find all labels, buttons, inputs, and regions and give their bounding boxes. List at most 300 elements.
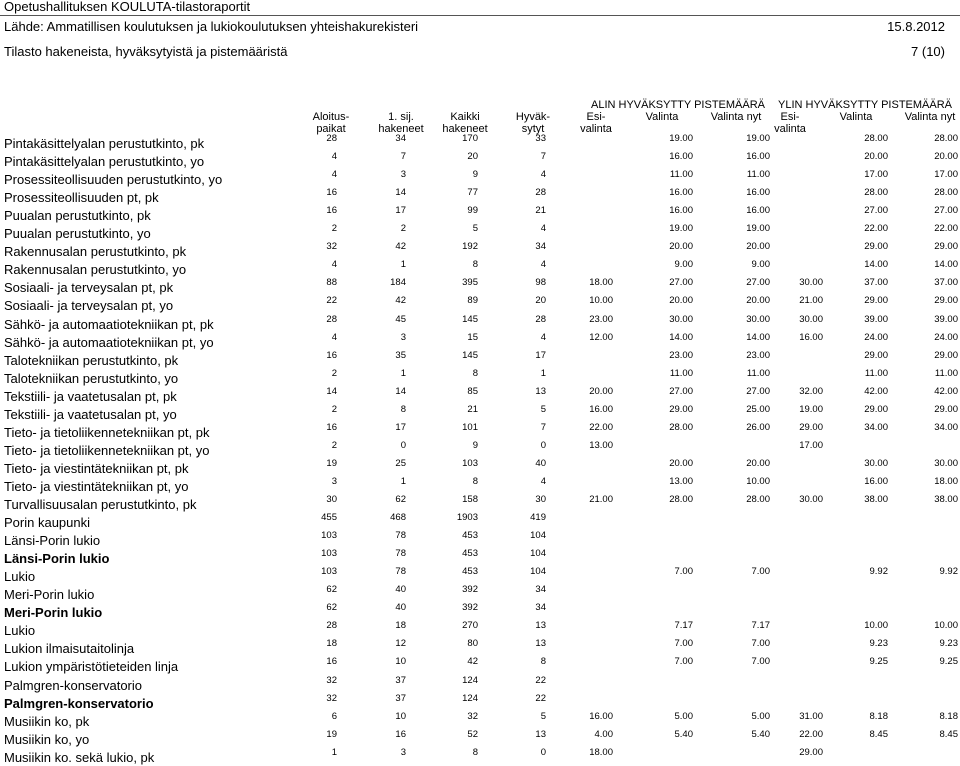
table-cell: 19.00 xyxy=(799,403,823,415)
table-row xyxy=(0,223,960,241)
column-header xyxy=(561,111,631,135)
table-row xyxy=(0,729,960,747)
row-label: Sosiaali- ja terveysalan pt, pk xyxy=(4,280,174,296)
column-header-line1: Valinta nyt xyxy=(904,111,956,123)
header-divider xyxy=(0,15,960,16)
table-cell: 89 xyxy=(467,295,478,307)
table-cell: 103 xyxy=(321,566,337,578)
table-cell: 13 xyxy=(535,638,546,650)
table-cell: 8.18 xyxy=(939,710,958,722)
table-cell: 39.00 xyxy=(864,313,888,325)
table-row xyxy=(0,602,960,620)
table-cell: 0 xyxy=(540,746,546,758)
column-header xyxy=(895,111,960,123)
table-cell: 16.00 xyxy=(589,710,613,722)
table-cell: 104 xyxy=(530,530,546,542)
table-cell: 30.00 xyxy=(934,457,958,469)
table-cell: 39.00 xyxy=(934,313,958,325)
row-label: Rakennusalan perustutkinto, pk xyxy=(4,244,187,260)
table-cell: 20.00 xyxy=(746,241,770,253)
table-cell: 78 xyxy=(395,548,406,560)
table-cell: 37 xyxy=(395,692,406,704)
table-cell: 13 xyxy=(535,728,546,740)
table-cell: 21.00 xyxy=(799,295,823,307)
table-cell: 19.00 xyxy=(746,223,770,235)
table-cell: 18.00 xyxy=(934,475,958,487)
table-cell: 9.23 xyxy=(869,638,888,650)
row-label: Musiikin ko, yo xyxy=(4,731,90,747)
table-cell: 30.00 xyxy=(864,457,888,469)
table-cell: 85 xyxy=(467,385,478,397)
table-cell: 14 xyxy=(395,385,406,397)
table-cell: 124 xyxy=(462,692,478,704)
table-cell: 28 xyxy=(535,313,546,325)
table-cell: 170 xyxy=(462,133,478,144)
table-cell: 18.00 xyxy=(589,746,613,758)
table-cell: 19 xyxy=(326,457,337,469)
table-row xyxy=(0,548,960,566)
report-date: 15.8.2012 xyxy=(887,19,945,34)
table-cell: 62 xyxy=(395,494,406,505)
table-cell: 453 xyxy=(462,566,478,578)
table-cell: 6 xyxy=(331,710,337,722)
column-header-line1: Valinta xyxy=(839,111,873,123)
table-cell: 5.00 xyxy=(674,710,693,722)
table-cell: 37.00 xyxy=(934,277,958,289)
table-cell: 29.00 xyxy=(934,295,958,307)
column-header-line2: valinta xyxy=(774,123,806,135)
table-cell: 16.00 xyxy=(864,475,888,487)
table-cell: 34.00 xyxy=(934,421,958,433)
table-cell: 14.00 xyxy=(934,259,958,271)
table-cell: 28.00 xyxy=(864,133,888,144)
table-cell: 23.00 xyxy=(669,349,693,361)
table-cell: 34 xyxy=(535,241,546,253)
table-cell: 16.00 xyxy=(746,205,770,217)
table-cell: 8.45 xyxy=(869,728,888,740)
table-cell: 27.00 xyxy=(746,277,770,289)
table-cell: 17 xyxy=(395,205,406,217)
table-cell: 419 xyxy=(530,512,546,524)
table-cell: 2 xyxy=(400,223,406,235)
table-cell: 1903 xyxy=(456,512,478,524)
table-cell: 4 xyxy=(540,259,546,271)
column-header xyxy=(821,111,891,123)
table-cell: 32 xyxy=(326,241,337,253)
table-cell: 30.00 xyxy=(799,277,823,289)
table-cell: 101 xyxy=(462,421,478,433)
table-cell: 18 xyxy=(326,638,337,650)
column-header-line1: Valinta nyt xyxy=(710,111,762,123)
table-cell: 11.00 xyxy=(864,367,888,379)
table-cell: 29.00 xyxy=(934,403,958,415)
table-cell: 184 xyxy=(390,277,406,289)
table-cell: 19 xyxy=(326,728,337,740)
table-cell: 8.18 xyxy=(869,710,888,722)
table-cell: 12 xyxy=(395,638,406,650)
row-label: Lukion ympäristötieteiden linja xyxy=(4,659,179,675)
table-cell: 9.00 xyxy=(751,259,770,271)
table-cell: 19.00 xyxy=(746,133,770,144)
table-cell: 29.00 xyxy=(864,403,888,415)
table-cell: 4 xyxy=(540,169,546,181)
row-label: Pintakäsittelyalan perustutkinto, pk xyxy=(4,136,205,151)
table-cell: 7 xyxy=(540,151,546,163)
table-cell: 28 xyxy=(326,313,337,325)
table-cell: 25.00 xyxy=(746,403,770,415)
table-cell: 16.00 xyxy=(799,331,823,343)
table-cell: 16.00 xyxy=(746,151,770,163)
row-label: Puualan perustutkinto, pk xyxy=(4,208,151,224)
table-row xyxy=(0,151,960,169)
table-cell: 38.00 xyxy=(864,494,888,505)
table-cell: 192 xyxy=(462,241,478,253)
table-cell: 30 xyxy=(535,494,546,505)
table-cell: 18.00 xyxy=(589,277,613,289)
group-header-ylin: YLIN HYVÄKSYTTY PISTEMÄÄRÄ xyxy=(777,99,952,111)
table-cell: 9.92 xyxy=(869,566,888,578)
column-header-line1: Aloitus- xyxy=(312,111,350,123)
table-cell: 17.00 xyxy=(864,169,888,181)
table-cell: 30.00 xyxy=(746,313,770,325)
column-header-line2: sytyt xyxy=(521,123,545,135)
table-cell: 77 xyxy=(467,187,478,199)
table-cell: 9.23 xyxy=(939,638,958,650)
table-cell: 103 xyxy=(321,530,337,542)
table-cell: 32 xyxy=(467,710,478,722)
table-cell: 13 xyxy=(535,385,546,397)
table-cell: 38.00 xyxy=(934,494,958,505)
row-label: Pintakäsittelyalan perustutkinto, yo xyxy=(4,154,205,170)
table-cell: 1 xyxy=(331,746,337,758)
table-cell: 10 xyxy=(395,710,406,722)
table-cell: 29.00 xyxy=(864,295,888,307)
table-cell: 19.00 xyxy=(669,223,693,235)
table-cell: 20.00 xyxy=(589,385,613,397)
table-cell: 9.92 xyxy=(939,566,958,578)
table-row xyxy=(0,205,960,223)
table-cell: 8 xyxy=(472,367,478,379)
table-cell: 34 xyxy=(395,133,406,144)
table-cell: 16.00 xyxy=(669,151,693,163)
table-cell: 21.00 xyxy=(589,494,613,505)
column-header xyxy=(627,111,697,123)
table-cell: 3 xyxy=(400,331,406,343)
table-cell: 23.00 xyxy=(589,313,613,325)
row-label: Lukio xyxy=(4,569,36,585)
column-header xyxy=(296,111,366,135)
table-row xyxy=(0,747,960,765)
column-header xyxy=(498,111,568,135)
table-cell: 28.00 xyxy=(934,187,958,199)
table-cell: 103 xyxy=(321,548,337,560)
table-cell: 145 xyxy=(462,313,478,325)
table-cell: 78 xyxy=(395,530,406,542)
table-cell: 42.00 xyxy=(864,385,888,397)
table-cell: 31.00 xyxy=(799,710,823,722)
table-cell: 8 xyxy=(472,746,478,758)
row-label: Lukion ilmaisutaitolinja xyxy=(4,641,135,657)
table-cell: 20.00 xyxy=(669,457,693,469)
table-cell: 22 xyxy=(535,674,546,686)
table-cell: 42 xyxy=(395,241,406,253)
row-label: Tieto- ja viestintätekniikan pt, pk xyxy=(4,460,189,476)
table-cell: 7.00 xyxy=(674,638,693,650)
table-cell: 62 xyxy=(326,602,337,614)
row-label: Länsi-Porin lukio xyxy=(4,533,101,549)
table-cell: 24.00 xyxy=(934,331,958,343)
table-cell: 4 xyxy=(540,331,546,343)
table-cell: 62 xyxy=(326,584,337,596)
row-label: Prosessiteollisuuden pt, pk xyxy=(4,190,159,206)
table-cell: 9.00 xyxy=(674,259,693,271)
row-label: Palmgren-konservatorio xyxy=(4,677,143,693)
row-label: Musiikin ko. sekä lukio, pk xyxy=(4,749,155,765)
column-header-line1: Esi- xyxy=(780,111,800,123)
table-cell: 29.00 xyxy=(864,349,888,361)
table-cell: 7.17 xyxy=(674,620,693,632)
table-cell: 26.00 xyxy=(746,421,770,433)
table-cell: 11.00 xyxy=(746,367,770,379)
table-cell: 40 xyxy=(395,584,406,596)
table-cell: 12.00 xyxy=(589,331,613,343)
row-label: Porin kaupunki xyxy=(4,515,90,531)
table-cell: 24.00 xyxy=(864,331,888,343)
row-label: Tekstiili- ja vaatetusalan pt, yo xyxy=(4,406,177,422)
table-cell: 9.25 xyxy=(939,656,958,668)
table-cell: 40 xyxy=(535,457,546,469)
table-cell: 4 xyxy=(331,331,337,343)
table-cell: 5 xyxy=(540,710,546,722)
column-header-line1: Valinta xyxy=(645,111,679,123)
table-row xyxy=(0,169,960,187)
table-cell: 28.00 xyxy=(864,187,888,199)
table-cell: 27.00 xyxy=(864,205,888,217)
table-cell: 10.00 xyxy=(589,295,613,307)
table-cell: 8 xyxy=(400,403,406,415)
table-cell: 5.40 xyxy=(674,728,693,740)
table-cell: 30.00 xyxy=(799,313,823,325)
table-cell: 27.00 xyxy=(934,205,958,217)
table-cell: 20.00 xyxy=(864,151,888,163)
table-cell: 7.00 xyxy=(751,638,770,650)
table-cell: 16.00 xyxy=(669,205,693,217)
table-cell: 17.00 xyxy=(934,169,958,181)
table-cell: 27.00 xyxy=(746,385,770,397)
table-cell: 11.00 xyxy=(669,169,693,181)
table-cell: 17 xyxy=(395,421,406,433)
table-cell: 455 xyxy=(321,512,337,524)
table-cell: 33 xyxy=(535,133,546,144)
table-row xyxy=(0,620,960,638)
table-cell: 16.00 xyxy=(589,403,613,415)
table-cell: 9.25 xyxy=(869,656,888,668)
row-label: Lukio xyxy=(4,623,36,639)
table-cell: 29.00 xyxy=(934,241,958,253)
table-cell: 395 xyxy=(462,277,478,289)
table-cell: 28 xyxy=(535,187,546,199)
table-cell: 1 xyxy=(400,475,406,487)
table-cell: 103 xyxy=(462,457,478,469)
table-cell: 2 xyxy=(331,403,337,415)
table-row xyxy=(0,422,960,440)
table-cell: 37.00 xyxy=(864,277,888,289)
table-cell: 4 xyxy=(540,475,546,487)
table-row xyxy=(0,277,960,295)
table-row xyxy=(0,656,960,674)
page-number: 7 (10) xyxy=(911,44,945,59)
table-cell: 5.40 xyxy=(751,728,770,740)
row-label: Meri-Porin lukio xyxy=(4,605,103,621)
table-cell: 20.00 xyxy=(746,295,770,307)
table-cell: 42.00 xyxy=(934,385,958,397)
table-cell: 45 xyxy=(395,313,406,325)
table-cell: 35 xyxy=(395,349,406,361)
table-cell: 3 xyxy=(400,169,406,181)
row-label: Talotekniikan perustutkinto, pk xyxy=(4,352,179,368)
table-cell: 9 xyxy=(472,439,478,451)
row-label: Sosiaali- ja terveysalan pt, yo xyxy=(4,298,174,314)
table-cell: 99 xyxy=(467,205,478,217)
table-cell: 37 xyxy=(395,674,406,686)
column-header-line1: Hyväk- xyxy=(515,111,551,123)
table-cell: 7.00 xyxy=(674,566,693,578)
table-cell: 14.00 xyxy=(864,259,888,271)
table-cell: 11.00 xyxy=(669,367,693,379)
table-cell: 5 xyxy=(540,403,546,415)
table-cell: 80 xyxy=(467,638,478,650)
table-cell: 34.00 xyxy=(864,421,888,433)
table-cell: 18 xyxy=(395,620,406,632)
table-cell: 20.00 xyxy=(669,295,693,307)
table-cell: 7 xyxy=(540,421,546,433)
row-label: Meri-Porin lukio xyxy=(4,587,95,603)
table-cell: 1 xyxy=(400,259,406,271)
table-cell: 4 xyxy=(540,223,546,235)
table-cell: 27.00 xyxy=(669,385,693,397)
row-label: Turvallisuusalan perustutkinto, pk xyxy=(4,497,197,512)
table-cell: 13 xyxy=(535,620,546,632)
table-cell: 19.00 xyxy=(669,133,693,144)
table-cell: 30.00 xyxy=(799,494,823,505)
report-title: Tilasto hakeneista, hyväksytyistä ja pistemääristä xyxy=(4,44,288,59)
table-row xyxy=(0,295,960,313)
table-cell: 4.00 xyxy=(594,728,613,740)
table-cell: 17.00 xyxy=(799,439,823,451)
table-cell: 22 xyxy=(535,692,546,704)
table-cell: 0 xyxy=(540,439,546,451)
column-header xyxy=(366,111,436,135)
column-header-line1: Esi- xyxy=(586,111,606,123)
table-row xyxy=(0,187,960,205)
table-cell: 8 xyxy=(472,475,478,487)
table-cell: 32 xyxy=(326,692,337,704)
table-cell: 7 xyxy=(400,151,406,163)
table-cell: 28.00 xyxy=(669,421,693,433)
column-header-line2: valinta xyxy=(580,123,612,135)
table-cell: 16 xyxy=(326,421,337,433)
table-cell: 28.00 xyxy=(746,494,770,505)
table-cell: 10.00 xyxy=(864,620,888,632)
table-cell: 3 xyxy=(331,475,337,487)
row-label: Tieto- ja viestintätekniikan pt, yo xyxy=(4,478,189,494)
table-cell: 28 xyxy=(326,620,337,632)
table-cell: 27.00 xyxy=(669,277,693,289)
table-row xyxy=(0,314,960,332)
table-row xyxy=(0,675,960,693)
table-row xyxy=(0,368,960,386)
table-cell: 22.00 xyxy=(864,223,888,235)
table-cell: 9 xyxy=(472,169,478,181)
table-cell: 17 xyxy=(535,349,546,361)
table-row xyxy=(0,693,960,711)
table-row xyxy=(0,584,960,602)
table-row xyxy=(0,404,960,422)
table-cell: 34 xyxy=(535,602,546,614)
column-header xyxy=(755,111,825,135)
table-cell: 29.00 xyxy=(864,241,888,253)
table-cell: 32 xyxy=(326,674,337,686)
table-cell: 453 xyxy=(462,548,478,560)
table-cell: 29.00 xyxy=(934,349,958,361)
table-row xyxy=(0,133,960,151)
table-cell: 7.00 xyxy=(751,566,770,578)
table-cell: 15 xyxy=(467,331,478,343)
table-cell: 22.00 xyxy=(799,728,823,740)
table-cell: 0 xyxy=(400,439,406,451)
table-cell: 22.00 xyxy=(934,223,958,235)
table-row xyxy=(0,332,960,350)
group-header-alin: ALIN HYVÄKSYTTY PISTEMÄÄRÄ xyxy=(590,99,765,111)
table-cell: 16 xyxy=(326,187,337,199)
table-cell: 104 xyxy=(530,548,546,560)
table-cell: 4 xyxy=(331,169,337,181)
table-cell: 392 xyxy=(462,602,478,614)
table-cell: 14 xyxy=(326,385,337,397)
table-cell: 20.00 xyxy=(746,457,770,469)
table-cell: 20 xyxy=(467,151,478,163)
table-cell: 145 xyxy=(462,349,478,361)
table-cell: 25 xyxy=(395,457,406,469)
table-row xyxy=(0,458,960,476)
table-cell: 16 xyxy=(326,656,337,668)
table-cell: 20 xyxy=(535,295,546,307)
table-cell: 29.00 xyxy=(799,421,823,433)
table-cell: 158 xyxy=(462,494,478,505)
table-cell: 10.00 xyxy=(934,620,958,632)
table-cell: 16 xyxy=(395,728,406,740)
table-cell: 23.00 xyxy=(746,349,770,361)
row-label: Sähkö- ja automaatiotekniikan pt, pk xyxy=(4,316,214,332)
table-cell: 16 xyxy=(326,205,337,217)
table-row xyxy=(0,350,960,368)
row-label: Rakennusalan perustutkinto, yo xyxy=(4,262,187,278)
table-cell: 4 xyxy=(331,151,337,163)
table-row xyxy=(0,494,960,512)
row-label: Tekstiili- ja vaatetusalan pt, pk xyxy=(4,388,177,404)
row-label: Länsi-Porin lukio xyxy=(4,551,110,567)
table-cell: 7.17 xyxy=(751,620,770,632)
table-cell: 468 xyxy=(390,512,406,524)
table-cell: 392 xyxy=(462,584,478,596)
table-cell: 20.00 xyxy=(934,151,958,163)
table-cell: 5.00 xyxy=(751,710,770,722)
table-cell: 21 xyxy=(467,403,478,415)
table-cell: 28.00 xyxy=(669,494,693,505)
table-cell: 5 xyxy=(472,223,478,235)
table-cell: 21 xyxy=(535,205,546,217)
row-label: Talotekniikan perustutkinto, yo xyxy=(4,370,179,386)
